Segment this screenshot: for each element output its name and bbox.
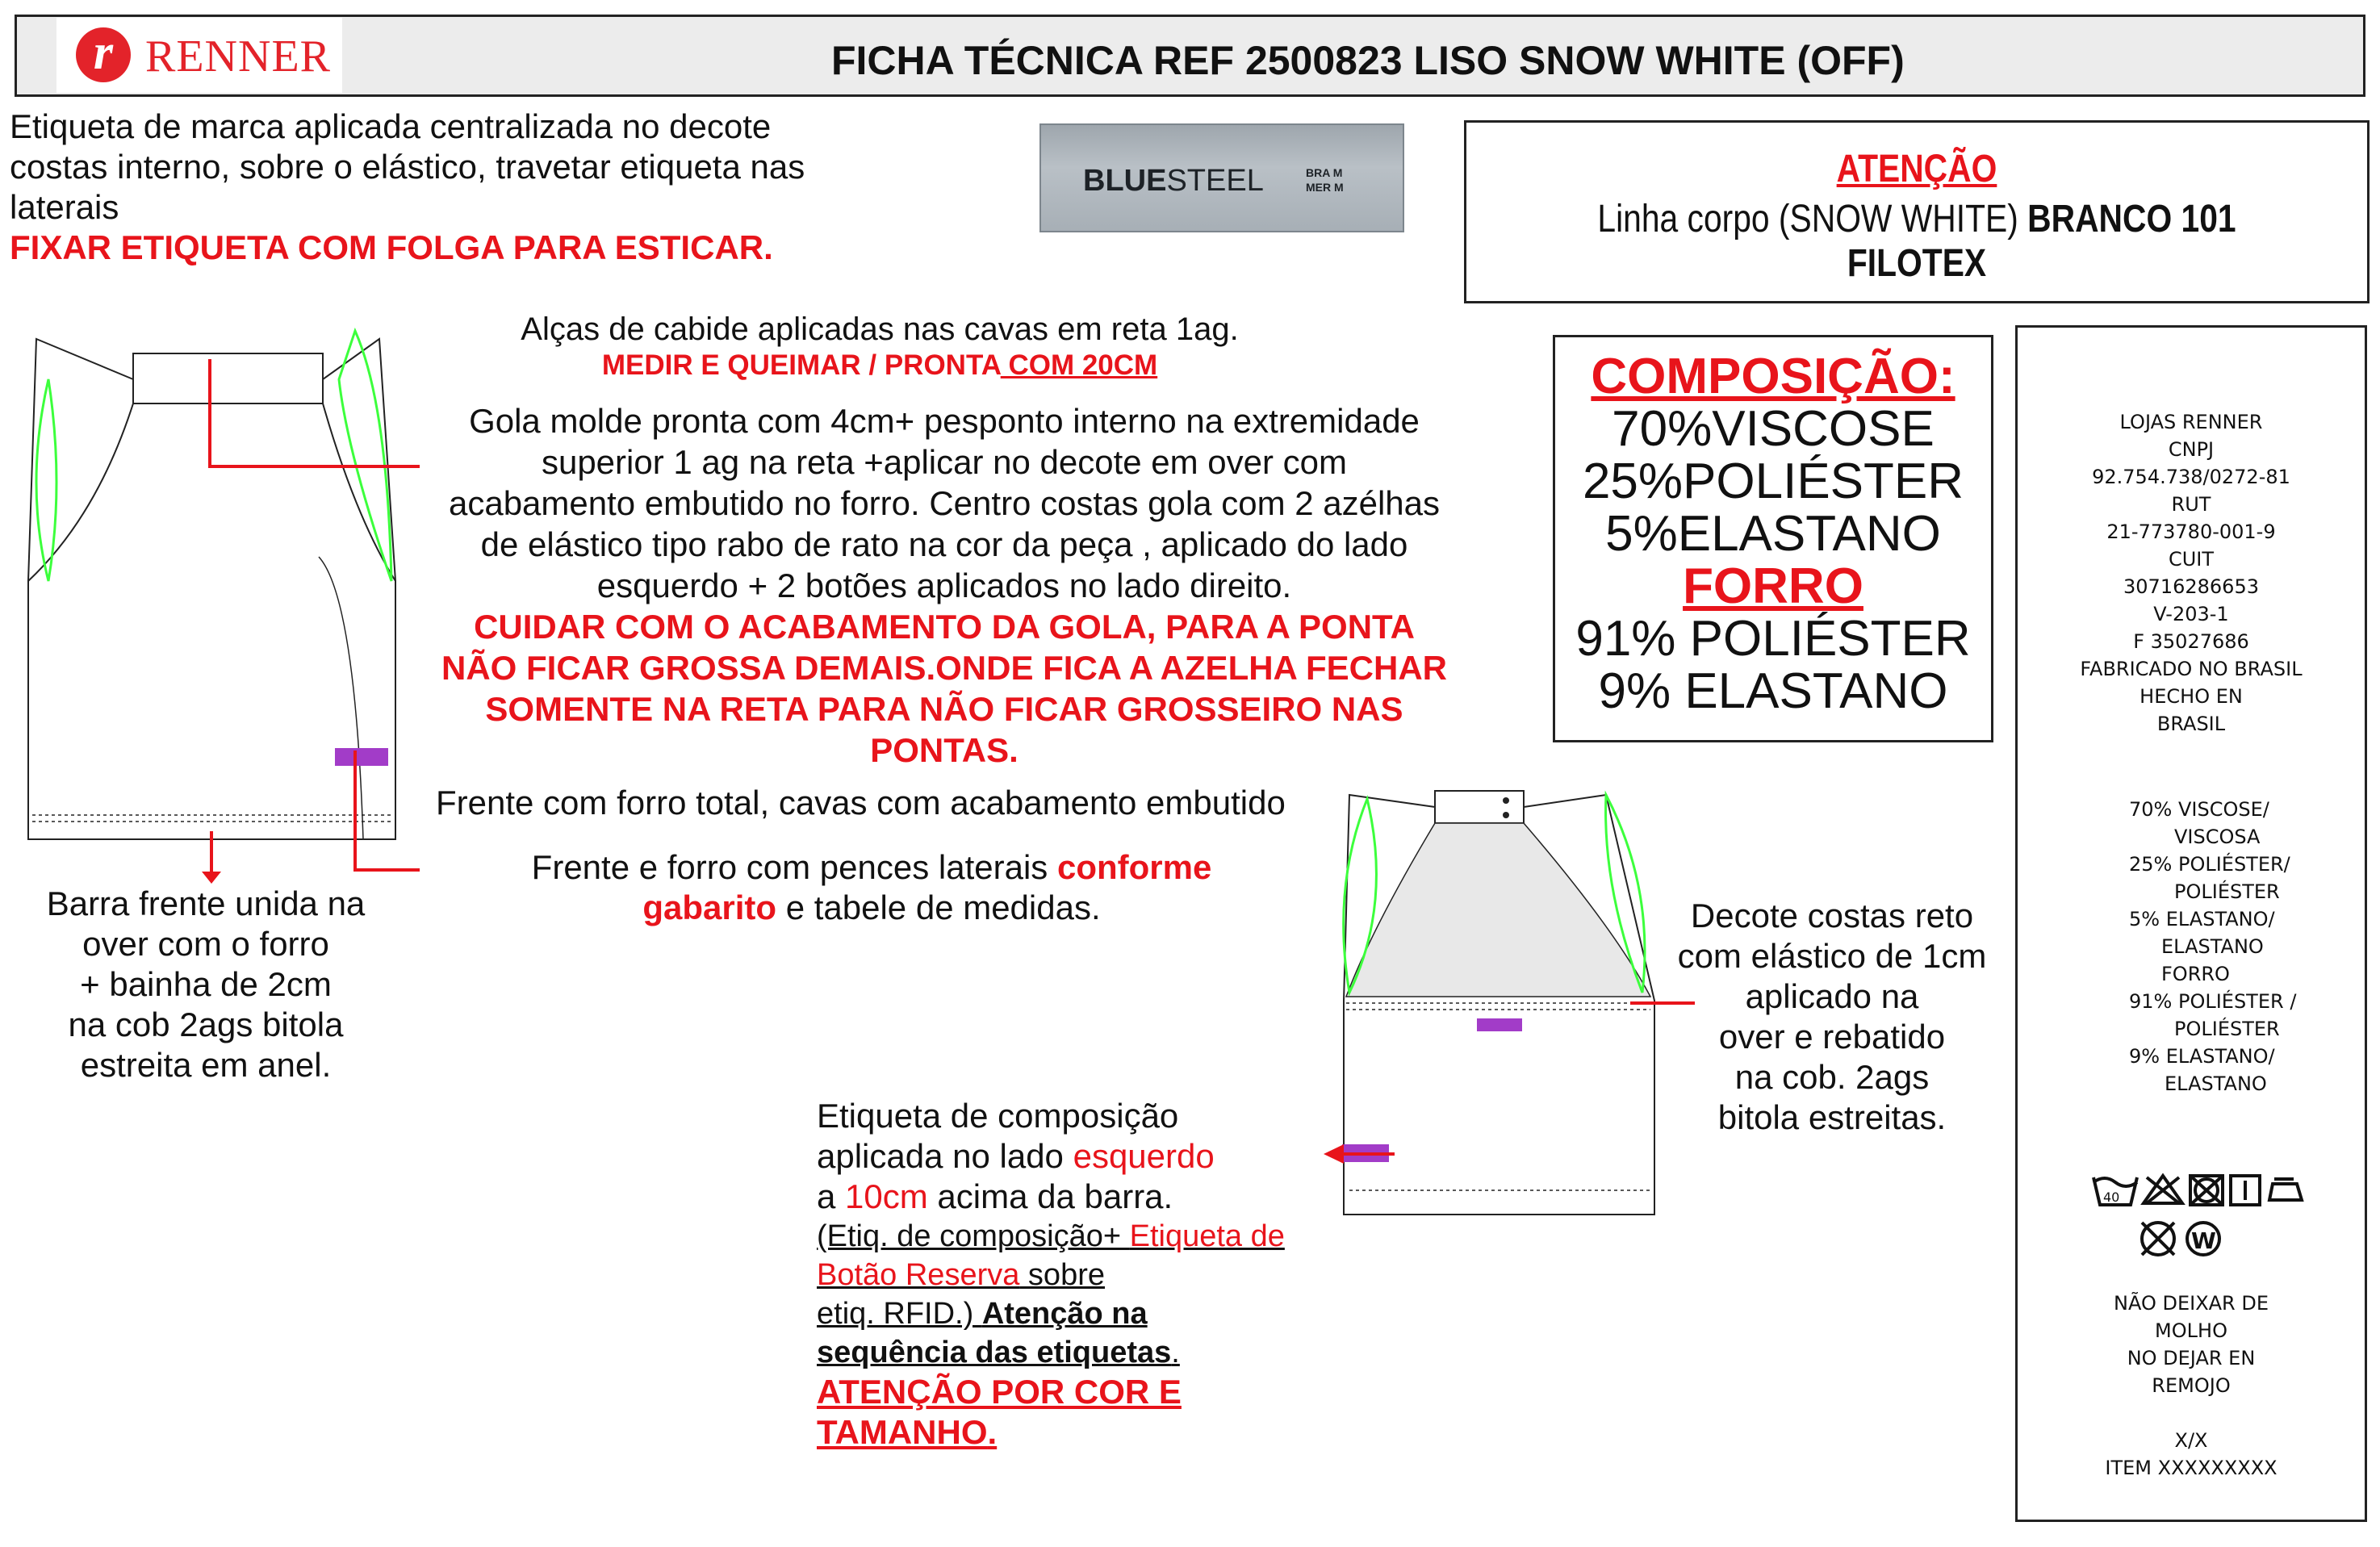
- back-collar: [1435, 791, 1524, 823]
- label-note-line: laterais: [10, 188, 119, 226]
- button-icon: [1503, 812, 1509, 818]
- iron-icon: [2269, 1179, 2302, 1200]
- attention-box: [1464, 120, 2370, 303]
- care-warning: NÃO DEIXAR DE MOLHO NO DEJAR EN REMOJO: [2114, 1292, 2269, 1397]
- composition-item: 5%ELASTANO: [1605, 506, 1941, 562]
- gola-warning: CUIDAR COM O ACABAMENTO DA GOLA, PARA A PONTA NÃO FICAR GROSSA DEMAIS.ONDE FICA A AZELHA FECHAR SOMENTE NA RETA PARA NÃO FICAR GROSSEIRO NAS PONTAS.: [441, 608, 1447, 769]
- attention-text: Linha corpo (SNOW WHITE) BRANCO 101 FILOTEX: [1597, 198, 2236, 285]
- composition-item: 70%VISCOSE: [1612, 401, 1935, 457]
- care-label: [2015, 325, 2367, 1522]
- button-icon: [1503, 797, 1509, 804]
- svg-text:W: W: [2191, 1227, 2216, 1254]
- alcas-text: Alças de cabide aplicadas nas cavas em reta 1ag.: [521, 311, 1239, 347]
- label-note-line: costas interno, sobre o elástico, travetar etiqueta nas: [10, 148, 805, 186]
- front-label-mark: [335, 748, 388, 766]
- front-garment-sketch: [0, 307, 420, 888]
- composition-item: 25%POLIÉSTER: [1582, 454, 1964, 509]
- composition-box: [1553, 335, 1993, 742]
- composition-forro: FORRO: [1683, 558, 1863, 614]
- label-note: [10, 107, 805, 268]
- brand-label-image: [1039, 123, 1404, 232]
- pences-text: Frente e forro com pences laterais conforme gabarito e tabele de medidas.: [531, 848, 1212, 926]
- composition-item: 9% ELASTANO: [1598, 663, 1948, 719]
- back-brand-label-mark: [1477, 1018, 1522, 1031]
- frente-text: Frente com forro total, cavas com acabamento embutido: [436, 784, 1286, 822]
- front-collar: [133, 353, 323, 403]
- composition-item: 91% POLIÉSTER: [1575, 611, 1971, 667]
- care-composition: 70% VISCOSE/ VISCOSA 25% POLIÉSTER/ POLIÉSTER 5% ELASTANO/ ELASTANO FORRO 91% POLIÉSTER / POLIÉSTER 9% ELASTANO/ ELASTANO: [2129, 798, 2297, 1095]
- brand-logo-word: RENNER: [145, 31, 331, 82]
- care-company: LOJAS RENNER CNPJ 92.754.738/0272-81 RUT 21-773780-001-9 CUIT 30716286653 V-203-1 F 35027686 FABRICADO NO BRASIL HECHO EN BRASIL: [2080, 411, 2303, 735]
- label-note-line: Etiqueta de marca aplicada centralizada no decote: [10, 107, 772, 145]
- svg-text:40: 40: [2103, 1190, 2120, 1205]
- brand-logo: [56, 18, 342, 93]
- brand-label-name: BLUESTEEL: [1083, 164, 1264, 198]
- composition-title: COMPOSIÇÃO:: [1591, 349, 1955, 404]
- etiqueta-composicao-text: Etiqueta de composição aplicada no lado esquerdo a 10cm acima da barra. (Etiq. de composição+ Etiqueta de Botão Reserva sobre etiq. RFID.) Atenção na sequência das etiquetas. ATENÇÃO POR COR E TAMANHO.: [817, 1097, 1285, 1451]
- care-size: X/X: [2174, 1429, 2208, 1452]
- gola-text: Gola molde pronta com 4cm+ pesponto interno na extremidade superior 1 ag na reta +aplicar no decote em over com acabamento embutido no forro. Centro costas gola com 2 azélhas de elástico tipo rabo de rato na cor da peça , aplicado do lado esquerdo + 2 botões aplicados no lado direito. CUIDAR COM O ACABAMENTO DA GOLA, PARA A PONTA NÃO FICAR GROSSA DEMAIS.ONDE FICA A AZELHA FECHAR SOMENTE NA RETA PARA NÃO FICAR GROSSEIRO NAS PONTAS.: [379, 400, 1509, 771]
- brand-label-size: BRA M MER M: [1306, 166, 1344, 194]
- care-item: ITEM XXXXXXXXX: [2105, 1457, 2278, 1479]
- back-garment-sketch: [1324, 775, 1695, 1227]
- brand-logo-mark: r: [76, 27, 131, 82]
- care-symbols: [2090, 1171, 2308, 1268]
- label-note-warning: FIXAR ETIQUETA COM FOLGA PARA ESTICAR.: [10, 228, 773, 266]
- decote-text: Decote costas reto com elástico de 1cm aplicado na over e rebatido na cob. 2ags bitola estreitas.: [1677, 897, 1987, 1136]
- page-title: FICHA TÉCNICA REF 2500823 LISO SNOW WHITE (OFF): [831, 38, 1905, 83]
- attention-title: ATENÇÃO: [1836, 148, 1997, 190]
- alcas-warning: MEDIR E QUEIMAR / PRONTA COM 20CM: [601, 349, 1158, 381]
- barra-text: Barra frente unida na over com o forro + bainha de 2cm na cob 2ags bitola estreita em anel.: [46, 884, 366, 1084]
